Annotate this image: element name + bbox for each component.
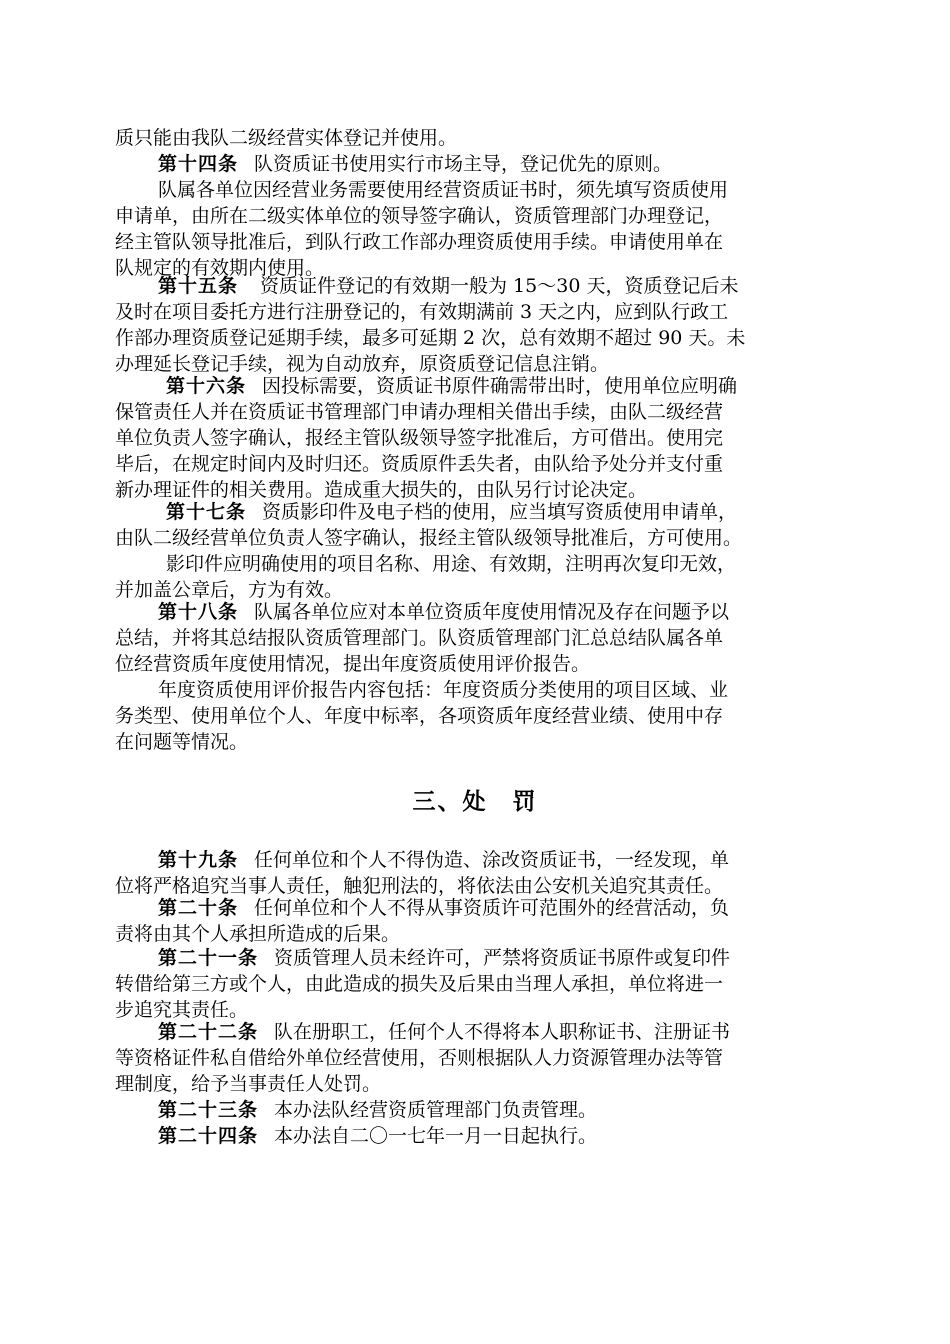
article-title: 第十九条 — [158, 849, 239, 871]
article-text: 队资质证书使用实行市场主导，登记优先的原则。 — [254, 153, 673, 175]
article-title: 第二十四条 — [158, 1125, 259, 1147]
paragraph-line: 总结，并将其总结报队资质管理部门。队资质管理部门汇总总结队属各单 — [115, 627, 724, 649]
article-text: 因投标需要，资质证书原件确需带出时，使用单位应明确 — [262, 375, 738, 397]
paragraph-line: 转借给第三方或个人，由此造成的损失及后果由当理人承担，单位将进一 — [115, 973, 724, 995]
section-heading: 三、处 罚 — [412, 789, 538, 815]
article-title: 第十五条 — [158, 275, 239, 297]
paragraph-line: 务类型、使用单位个人、年度中标率，各项资质年度经营业绩、使用中存 — [115, 705, 724, 727]
paragraph-line: 作部办理资质登记延期手续，最多可延期 2 次，总有效期不超过 90 天。未 — [115, 327, 746, 349]
article-16 — [166, 373, 737, 399]
paragraph-line: 位将严格追究当事人责任，触犯刑法的，将依法由公安机关追究其责任。 — [115, 875, 724, 897]
paragraph-line: 单位负责人签字确认，报经主管队级领导签字批准后，方可借出。使用完 — [115, 427, 724, 449]
article-22 — [158, 1019, 730, 1045]
article-text: 资质管理人员未经许可，严禁将资质证书原件或复印件 — [274, 947, 731, 969]
paragraph-line: 质只能由我队二级经营实体登记并使用。 — [115, 127, 458, 149]
article-19 — [158, 847, 729, 873]
paragraph-line: 申请单，由所在二级实体单位的领导签字确认，资质管理部门办理登记， — [115, 205, 724, 227]
article-title: 第十八条 — [158, 601, 239, 623]
paragraph-line: 位经营资质年度使用情况，提出年度资质使用评价报告。 — [115, 653, 591, 675]
paragraph-line: 由队二级经营单位负责人签字确认，报经主管队级领导批准后，方可使用。 — [115, 527, 743, 549]
paragraph-line: 经主管队领导批准后，到队行政工作部办理资质使用手续。申请使用单在 — [115, 231, 724, 253]
article-text: 本办法队经营资质管理部门负责管理。 — [274, 1099, 598, 1121]
paragraph-line: 办理延长登记手续，视为自动放弃，原资质登记信息注销。 — [115, 353, 610, 375]
paragraph-line: 步追究其责任。 — [115, 999, 249, 1021]
article-text: 队属各单位应对本单位资质年度使用情况及存在问题予以 — [254, 601, 730, 623]
article-text: 本办法自二〇一七年一月一日起执行。 — [274, 1125, 598, 1147]
article-23 — [158, 1097, 597, 1123]
paragraph-line: 并加盖公章后，方为有效。 — [115, 579, 344, 601]
paragraph-line: 在问题等情况。 — [115, 731, 249, 753]
article-title: 第二十条 — [158, 897, 239, 919]
article-title: 第二十一条 — [158, 947, 259, 969]
article-21 — [158, 945, 730, 971]
paragraph-line: 毕后，在规定时间内及时归还。资质原件丢失者，由队给予处分并支付重 — [115, 453, 724, 475]
paragraph-line: 新办理证件的相关费用。造成重大损失的，由队另行讨论决定。 — [115, 479, 648, 501]
paragraph-line: 保管责任人并在资质证书管理部门申请办理相关借出手续，由队二级经营 — [115, 401, 724, 423]
article-18 — [158, 599, 729, 625]
article-text: 队在册职工，任何个人不得将本人职称证书、注册证书 — [274, 1021, 731, 1043]
article-title: 第十六条 — [166, 375, 247, 397]
article-24 — [158, 1123, 597, 1149]
paragraph-line: 等资格证件私自借给外单位经营使用，否则根据队人力资源管理办法等管 — [115, 1047, 724, 1069]
article-title: 第二十三条 — [158, 1099, 259, 1121]
paragraph-line: 队规定的有效期内使用。 — [115, 257, 325, 279]
paragraph-line: 影印件应明确使用的项目名称、用途、有效期，注明再次复印无效， — [166, 553, 737, 575]
article-14 — [158, 151, 672, 177]
article-title: 第二十二条 — [158, 1021, 259, 1043]
article-20 — [158, 895, 729, 921]
article-title: 第十四条 — [158, 153, 239, 175]
article-text: 资质证件登记的有效期一般为 15～30 天，资质登记后未 — [260, 275, 739, 297]
paragraph-line: 责将由其个人承担所造成的后果。 — [115, 923, 401, 945]
paragraph-line: 理制度，给予当事责任人处罚。 — [115, 1073, 382, 1095]
article-text: 任何单位和个人不得伪造、涂改资质证书，一经发现，单 — [254, 849, 730, 871]
article-title: 第十七条 — [166, 501, 247, 523]
article-17 — [166, 499, 737, 525]
article-text: 资质影印件及电子档的使用，应当填写资质使用申请单， — [262, 501, 738, 523]
article-text: 任何单位和个人不得从事资质许可范围外的经营活动，负 — [254, 897, 730, 919]
paragraph-line: 队属各单位因经营业务需要使用经营资质证书时，须先填写资质使用 — [158, 179, 729, 201]
paragraph-line: 年度资质使用评价报告内容包括：年度资质分类使用的项目区域、业 — [158, 679, 729, 701]
paragraph-line: 及时在项目委托方进行注册登记的，有效期满前 3 天之内，应到队行政工 — [115, 301, 729, 323]
article-15 — [158, 273, 738, 299]
